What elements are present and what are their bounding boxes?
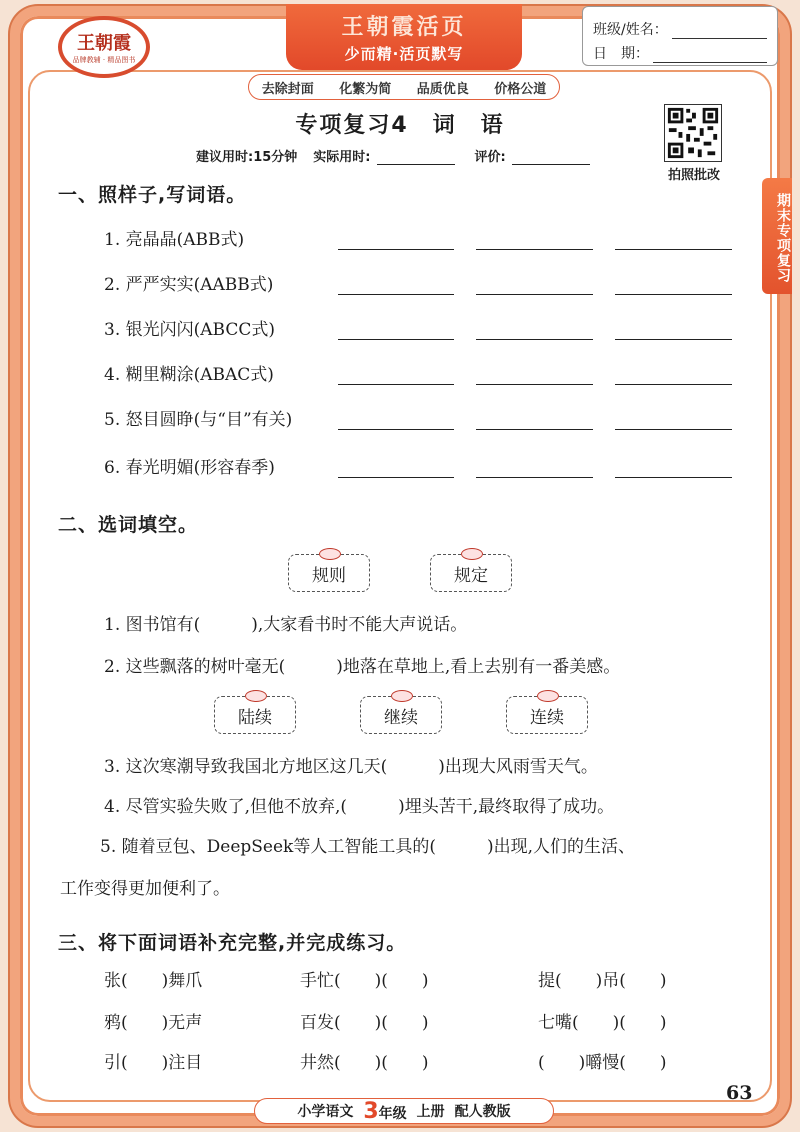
answer-blank[interactable] [615,458,732,478]
word-card: 陆续 [214,696,296,734]
answer-blank[interactable] [476,275,593,295]
page-title: 专项复习4 词 语 [295,113,505,138]
banner-subtitle: 少而精·活页默写 [344,45,464,63]
class-name-row[interactable]: 班级/姓名： [593,15,767,39]
q2-sentence: 1. 图书馆有( ),大家看书时不能大声说话。 [104,615,468,635]
answer-blank[interactable] [476,458,593,478]
answer-blank[interactable] [338,320,455,340]
date-field[interactable] [653,47,767,63]
idiom-item: 张( )舞爪 [104,971,203,991]
actual-time-field[interactable] [377,151,455,165]
word-bank-a [288,554,512,592]
banner-title: 王朝霞活页 [341,15,467,40]
section-1-heading: 一、照样子,写词语。 [58,184,247,206]
section-2-heading: 二、选词填空。 [58,514,199,536]
word-card: 继续 [360,696,442,734]
idiom-item: 百发( )( ) [300,1013,429,1033]
answer-blank[interactable] [615,275,732,295]
side-tab: 期末专项复习 [762,178,792,294]
idiom-item: 井然( )( ) [300,1053,429,1073]
answer-blank[interactable] [615,320,732,340]
series-banner [286,4,522,70]
answer-blank[interactable] [338,458,455,478]
footer-bar: 小学语文 3年级 上册 配人教版 [254,1098,554,1124]
word-card: 规则 [288,554,370,592]
idiom-item: ( )嚼慢( ) [538,1053,667,1073]
page-number: 63 [726,1082,753,1104]
answer-blank[interactable] [338,275,455,295]
q1-item: 5. 怒目圆睁(与“目”有关) [104,400,754,430]
answer-blank[interactable] [338,230,455,250]
q1-item: 3. 银光闪闪(ABCC式) [104,310,754,340]
word-card: 连续 [506,696,588,734]
q2-sentence-continued: 工作变得更加便利了。 [60,879,230,899]
answer-blank[interactable] [476,230,593,250]
idiom-item: 手忙( )( ) [300,971,429,991]
brand-logo: 王朝霞 品牌教辅 · 精品图书 [58,16,150,78]
idiom-item: 提( )吊( ) [538,971,667,991]
qr-code-icon[interactable] [664,104,722,162]
section-3-heading: 三、将下面词语补充完整,并完成练习。 [58,932,407,954]
answer-blank[interactable] [476,320,593,340]
q2-sentence: 4. 尽管实验失败了,但他不放弃,( )埋头苦干,最终取得了成功。 [104,797,615,817]
q1-item: 4. 糊里糊涂(ABAC式) [104,355,754,385]
word-bank-b [214,696,588,734]
q2-sentence: 3. 这次寒潮导致我国北方地区这几天( )出现大风雨雪天气。 [104,757,598,777]
answer-blank[interactable] [476,410,593,430]
q1-item: 2. 严严实实(AABB式) [104,265,754,295]
idiom-item: 七嘴( )( ) [538,1013,667,1033]
answer-blank[interactable] [615,410,732,430]
q1-item: 1. 亮晶晶(ABB式) [104,220,754,250]
time-meta: 建议用时:15分钟 实际用时: 评价: [196,146,604,165]
rating-field[interactable] [512,151,590,165]
slogan-bar: 去除封面 化繁为简 品质优良 价格公道 [248,74,560,100]
q2-sentence: 2. 这些飘落的树叶毫无( )地落在草地上,看上去别有一番美感。 [104,657,621,677]
answer-blank[interactable] [338,365,455,385]
class-name-field[interactable] [672,23,767,39]
answer-blank[interactable] [338,410,455,430]
idiom-item: 鸦( )无声 [104,1013,203,1033]
answer-blank[interactable] [476,365,593,385]
qr-label: 拍照批改 [667,168,720,183]
date-row[interactable]: 日 期： [593,39,767,63]
answer-blank[interactable] [615,230,732,250]
q1-item: 6. 春光明媚(形容春季) [104,448,754,478]
answer-blank[interactable] [615,365,732,385]
student-info-box [582,6,778,66]
q2-sentence: 5. 随着豆包、DeepSeek等人工智能工具的( )出现,人们的生活、 [100,837,635,857]
idiom-item: 引( )注目 [104,1053,203,1073]
word-card: 规定 [430,554,512,592]
